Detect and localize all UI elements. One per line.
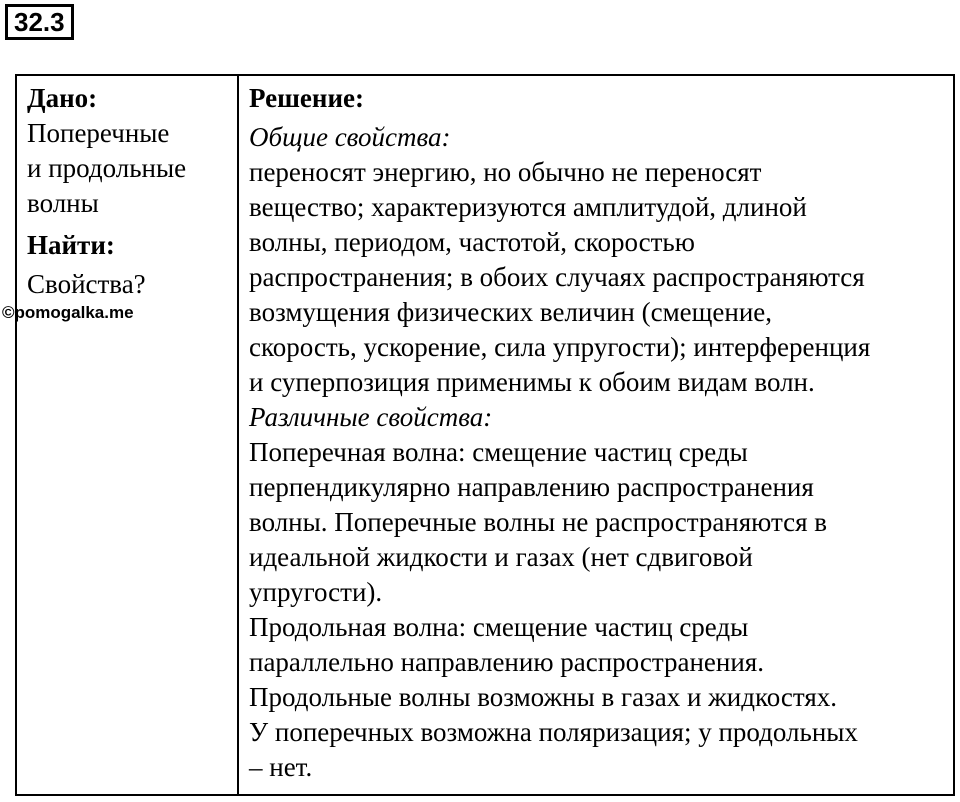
find-text: Свойства?: [27, 269, 146, 299]
watermark: ©pomogalka.me: [2, 303, 134, 322]
given-text: [27, 116, 227, 221]
text-line: – нет.: [249, 752, 313, 782]
text-line: Продольная волна: смещение частиц среды: [249, 612, 749, 642]
solution-table: [15, 74, 955, 796]
solution-heading: Решение:: [249, 83, 364, 113]
given-column: [27, 80, 227, 302]
problem-number: 32.3: [5, 4, 74, 40]
text-line: волны, периодом, частотой, скоростью: [249, 227, 695, 257]
text-line: переносят энергию, но обычно не переносят: [249, 157, 762, 187]
text-line: идеальной жидкости и газах (нет сдвиговой: [249, 542, 753, 572]
given-heading: Дано:: [27, 83, 98, 113]
text-line: распространения; в обоих случаях распространяются: [249, 262, 865, 292]
different-properties-text: [249, 435, 959, 785]
given-line: волны: [27, 188, 99, 218]
common-properties-text: [249, 155, 959, 400]
text-line: Продольные волны возможны в газах и жидкостях.: [249, 682, 838, 712]
common-properties-heading: Общие свойства:: [249, 122, 451, 152]
text-line: параллельно направлению распространения.: [249, 647, 764, 677]
text-line: У поперечных возможна поляризация; у продольных: [249, 717, 858, 747]
text-line: вещество; характеризуются амплитудой, длиной: [249, 192, 807, 222]
text-line: упругости).: [249, 577, 383, 607]
text-line: скорость, ускорение, сила упругости); интерференция: [249, 332, 871, 362]
different-properties-heading: Различные свойства:: [249, 402, 493, 432]
text-line: возмущения физических величин (смещение,: [249, 297, 773, 327]
solution-column: [249, 80, 959, 785]
given-line: и продольные: [27, 153, 187, 183]
text-line: Поперечная волна: смещение частиц среды: [249, 437, 748, 467]
text-line: волны. Поперечные волны не распространяются в: [249, 507, 828, 537]
find-heading: Найти:: [27, 230, 115, 260]
text-line: перпендикулярно направлению распространения: [249, 472, 814, 502]
column-divider: [237, 76, 239, 794]
given-line: Поперечные: [27, 118, 170, 148]
text-line: и суперпозиция применимы к обоим видам волн.: [249, 367, 815, 397]
